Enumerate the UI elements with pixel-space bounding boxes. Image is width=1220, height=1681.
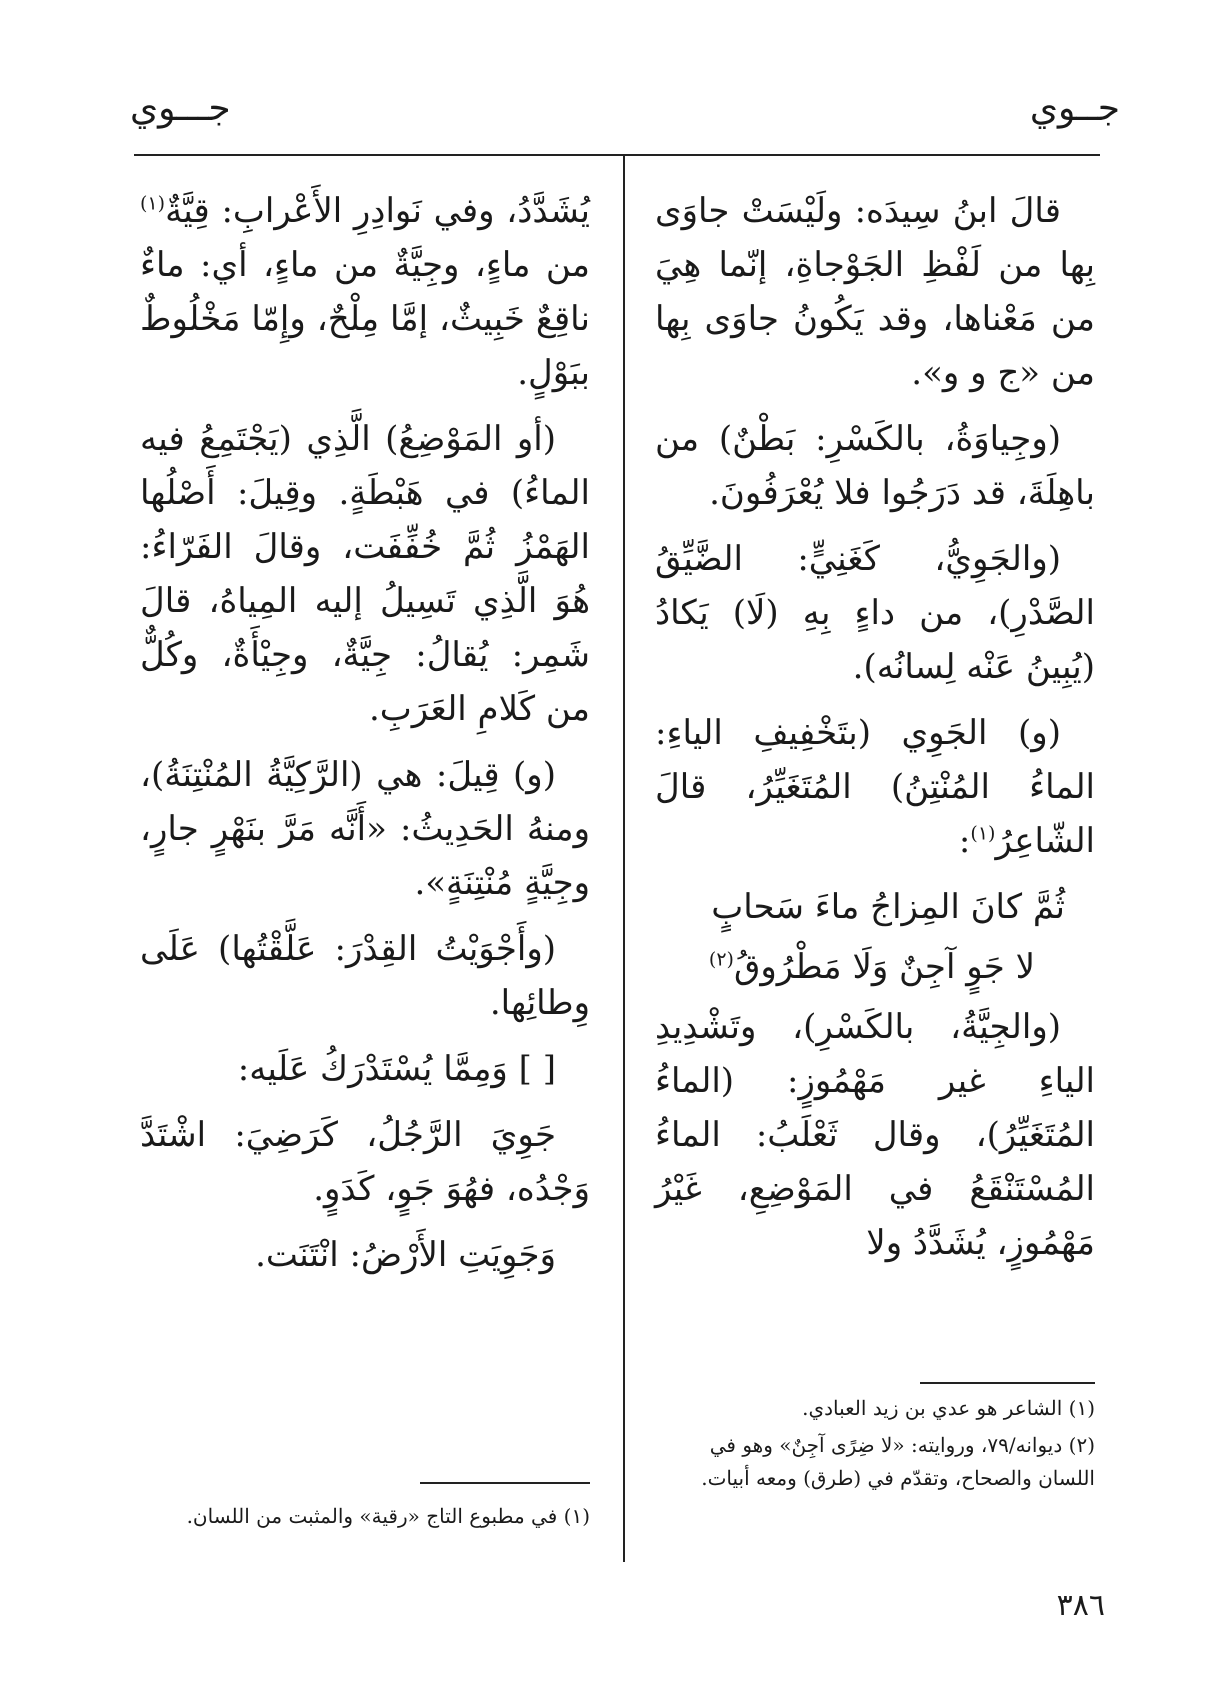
page-number: ٣٨٦ bbox=[1056, 1588, 1105, 1623]
right-paragraph-1: قالَ ابنُ سِيدَه: ولَيْسَتْ جاوَى بِها من لَفْظِ الجَوْجاةِ، إنّما هِيَ من مَعْناها، وقد يَكُونُ جاوَى بِها من «ج و و». bbox=[655, 191, 1095, 393]
verse-line-2 bbox=[655, 940, 1095, 994]
column-divider bbox=[623, 156, 625, 1562]
right-paragraph-5: (والجِيَّةُ، بالكَسْرِ)، وتَشْدِيدِ الياءِ غير مَهْمُوزٍ: (الماءُ المُتَغَيِّرُ)، وقال ثَعْلَبُ: الماءُ المُسْتَنْقَعُ في المَوْضِعِ، غَيْرُ مَهْمُوزٍ، يُشَدَّدُ ولا bbox=[655, 1007, 1095, 1263]
right-column bbox=[655, 184, 1095, 1282]
footnotes-left bbox=[140, 1500, 590, 1537]
verse-line-1: ثُمَّ كانَ المِزاجُ ماءَ سَحابٍ bbox=[711, 887, 1065, 927]
left-column bbox=[140, 184, 590, 1294]
footnote-ref-left-1: (١) bbox=[140, 192, 166, 215]
left-paragraph-5: [ ] وَمِمَّا يُسْتَدْرَكُ عَلَيه: bbox=[237, 1049, 556, 1089]
footnote-item: (١) في مطبوع التاج «رقية» والمثبت من اللسان. bbox=[186, 1504, 590, 1528]
verse-line-2-text: لا جَوٍ آجِنٌ وَلَا مَطْرُوقُ bbox=[733, 947, 1035, 987]
left-paragraph-6: جَوِيَ الرَّجُلُ، كَرَضِيَ: اشْتَدَّ وَجْدُه، فهُوَ جَوٍ، كَدَوٍ. bbox=[140, 1115, 590, 1209]
footnote-item: (٢) ديوانه/٧٩، وروايته: «لا ضِرًى آجِنٌ» وهو في اللسان والصحاح، وتقدّم في (طرق) ومعه أبيات. bbox=[701, 1433, 1095, 1490]
footnote-rule-left bbox=[420, 1482, 590, 1484]
left-paragraph-2: (أو المَوْضِعُ) الَّذِي (يَجْتَمِعُ فيه الماءُ) في هَبْطَةٍ. وقِيلَ: أَصْلُها الهَمْزُ ثُمَّ خُفِّفَت، وقالَ الفَرّاءُ: هُوَ الَّذِي تَسِيلُ إليه المِياهُ، قالَ شَمِر: يُقالُ: جِيَّةٌ، وجِيْأَةٌ، وكُلٌّ من كَلامِ العَرَبِ. bbox=[140, 419, 590, 729]
header-rule bbox=[134, 154, 1100, 156]
footnote-rule-right bbox=[920, 1382, 1095, 1384]
footnote-item: (١) الشاعر هو عدي بن زيد العبادي. bbox=[802, 1396, 1095, 1420]
left-paragraph-3: (و) قِيلَ: هي (الرَّكِيَّةُ المُنْتِنَةُ)، ومنهُ الحَدِيثُ: «أَنَّه مَرَّ بنَهْرٍ جارٍ، وجِيَّةٍ مُنْتِنَةٍ». bbox=[140, 755, 590, 903]
right-paragraph-2: (وجِياوَةُ، بالكَسْرِ: بَطْنٌ) من باهِلَةَ، قد دَرَجُوا فلا يُعْرَفُونَ. bbox=[655, 419, 1095, 513]
left-paragraph-4: (وأَجْوَيْتُ القِدْرَ: عَلَّقْتُها) عَلَى وِطائِها. bbox=[140, 929, 590, 1023]
running-header-right: جــوي bbox=[1029, 88, 1120, 129]
right-paragraph-3: (والجَوِيُّ، كَغَنِيٍّ: الضَّيِّقُ الصَّدْرِ)، من داءٍ بِهِ (لَا) يَكادُ (يُبِينُ عَنْه لِسانُه). bbox=[655, 539, 1095, 687]
right-paragraph-4-end: : bbox=[958, 821, 971, 861]
left-paragraph-7: وَجَوِيَتِ الأَرْضُ: انْتَنَت. bbox=[255, 1235, 556, 1275]
left-paragraph-1 bbox=[140, 184, 590, 400]
footnotes-right bbox=[655, 1392, 1095, 1499]
left-paragraph-1b: من ماءٍ، وجِيَّةٌ من ماءٍ، أي: ماءٌ ناقِعٌ خَبِيثٌ، إمَّا مِلْحٌ، وإِمّا مَخْلُوطٌ ببَوْلٍ. bbox=[140, 245, 590, 393]
footnote-ref-1: (١) bbox=[970, 822, 996, 845]
running-header-left: جـــوي bbox=[130, 88, 231, 129]
footnote-ref-2: (٢) bbox=[708, 948, 734, 971]
right-paragraph-4 bbox=[655, 706, 1095, 868]
left-paragraph-1a: يُشَدَّدُ، وفي نَوادِرِ الأَعْرابِ: قِيَّةٌ bbox=[165, 191, 590, 231]
right-paragraph-4-text: (و) الجَوِي (بتَخْفِيفِ الياءِ: الماءُ المُنْتِنُ) المُتَغَيِّرُ، قالَ الشّاعِرُ bbox=[655, 713, 1095, 861]
